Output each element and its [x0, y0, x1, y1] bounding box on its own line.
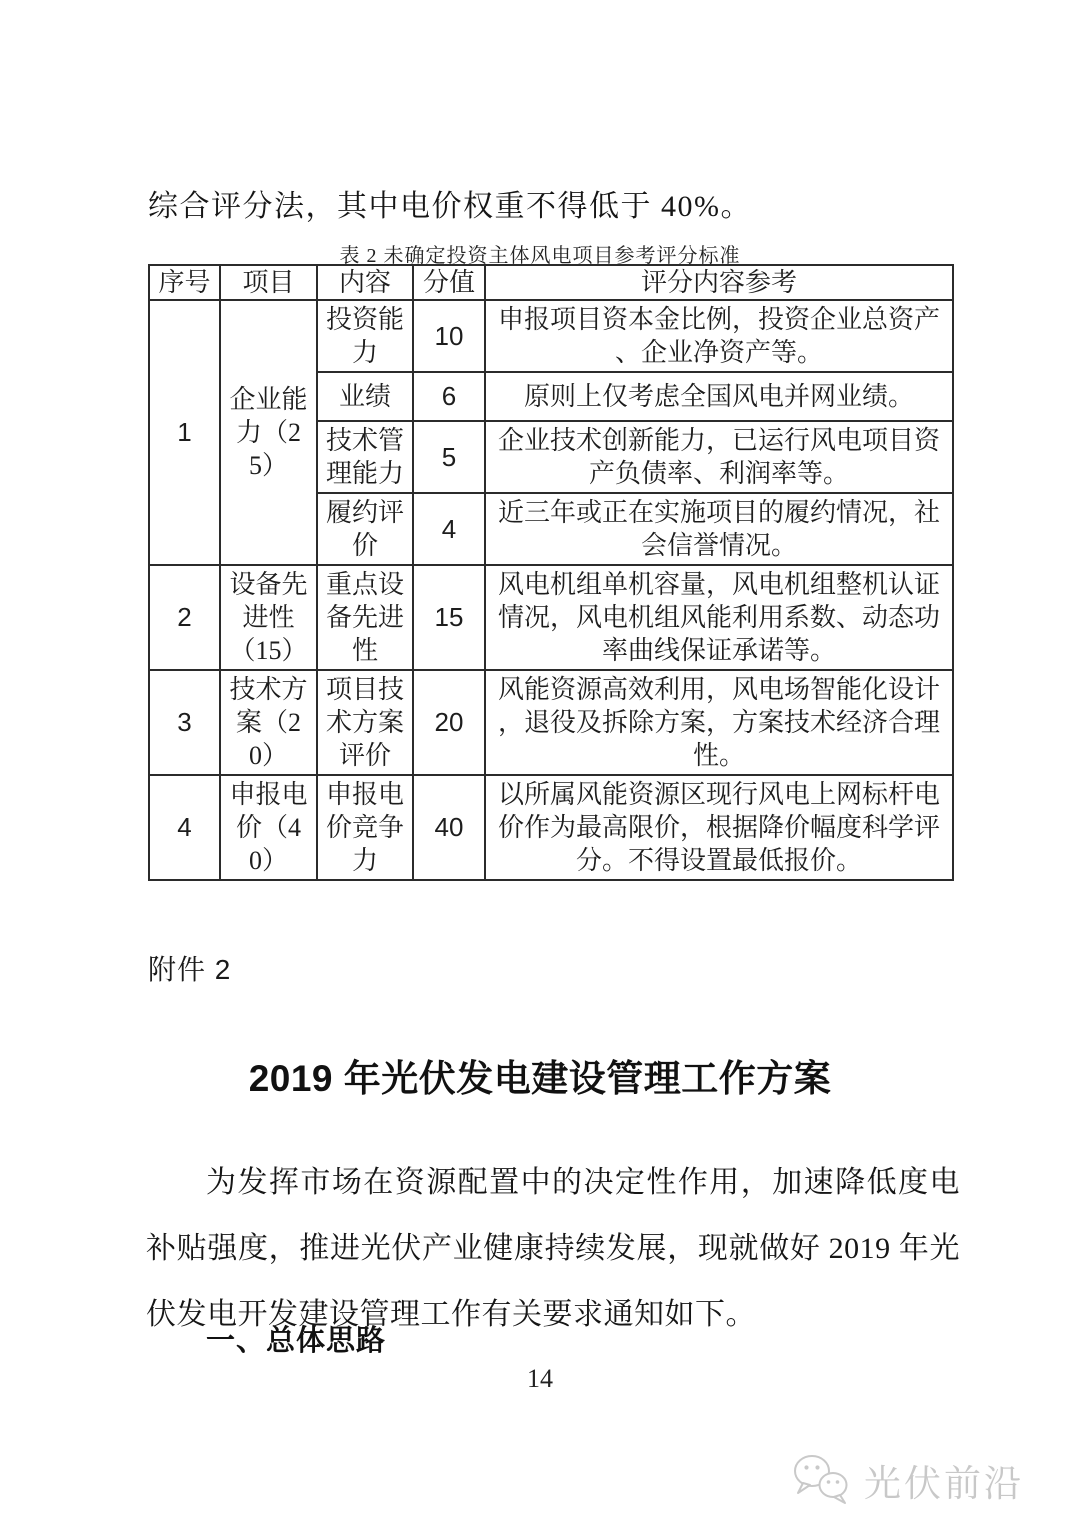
table-header-row: [149, 265, 953, 300]
col-header-content: 内容: [317, 265, 413, 300]
table-caption: 表 2 未确定投资主体风电项目参考评分标准: [339, 245, 741, 267]
cell-content: 项目技术方案评价: [317, 670, 413, 775]
col-header-project: 项目: [220, 265, 317, 300]
cell-reference: 风能资源高效利用，风电场智能化设计，退役及拆除方案，方案技术经济合理性。: [485, 670, 953, 775]
cell-index: 2: [149, 565, 220, 670]
cell-reference: 近三年或正在实施项目的履约情况，社会信誉情况。: [485, 493, 953, 565]
cell-content: 技术管理能力: [317, 421, 413, 493]
cell-reference: 申报项目资本金比例，投资企业总资产、企业净资产等。: [485, 300, 953, 372]
cell-content: 重点设备先进性: [317, 565, 413, 670]
col-header-reference: 评分内容参考: [485, 265, 953, 300]
watermark-text: 光伏前沿: [864, 1463, 1024, 1504]
cell-content: 履约评价: [317, 493, 413, 565]
page-number: 14: [527, 1364, 553, 1393]
cell-score: 6: [413, 372, 485, 421]
cell-content: 投资能力: [317, 300, 413, 372]
cell-score: 5: [413, 421, 485, 493]
cell-score: 40: [413, 775, 485, 880]
col-header-index: 序号: [149, 265, 220, 300]
watermark: [790, 1452, 1024, 1508]
table-row: [149, 775, 953, 880]
section-heading: 一、总体思路: [206, 1325, 387, 1357]
doc-title: 2019 年光伏发电建设管理工作方案: [248, 1058, 832, 1099]
cell-score: 10: [413, 300, 485, 372]
table-row: [149, 565, 953, 670]
cell-reference: 风电机组单机容量，风电机组整机认证情况，风电机组风能利用系数、动态功率曲线保证承诺等。: [485, 565, 953, 670]
col-header-score: 分值: [413, 265, 485, 300]
cell-project: 企业能力（25）: [220, 300, 317, 565]
body-paragraph: 为发挥市场在资源配置中的决定性作用，加速降低度电补贴强度，推进光伏产业健康持续发展，现就做好 2019 年光伏发电开发建设管理工作有关要求通知如下。: [146, 1166, 960, 1331]
scoring-table: [148, 264, 954, 881]
cell-project: 申报电价（40）: [220, 775, 317, 880]
table-row: [149, 300, 953, 372]
cell-project: 设备先进性（15）: [220, 565, 317, 670]
table-row: [149, 670, 953, 775]
cell-reference: 企业技术创新能力，已运行风电项目资产负债率、利润率等。: [485, 421, 953, 493]
attachment-label: 附件 2: [148, 954, 232, 985]
cell-reference: 以所属风能资源区现行风电上网标杆电价作为最高限价，根据降价幅度科学评分。不得设置最低报价。: [485, 775, 953, 880]
cell-reference: 原则上仅考虑全国风电并网业绩。: [485, 372, 953, 421]
cell-project: 技术方案（20）: [220, 670, 317, 775]
intro-text: 综合评分法，其中电价权重不得低于 40%。: [148, 190, 752, 223]
cell-index: 3: [149, 670, 220, 775]
cell-content: 业绩: [317, 372, 413, 421]
cell-content: 申报电价竞争力: [317, 775, 413, 880]
cell-score: 20: [413, 670, 485, 775]
cell-score: 4: [413, 493, 485, 565]
cell-score: 15: [413, 565, 485, 670]
wechat-icon: [790, 1452, 854, 1508]
cell-index: 4: [149, 775, 220, 880]
cell-index: 1: [149, 300, 220, 565]
